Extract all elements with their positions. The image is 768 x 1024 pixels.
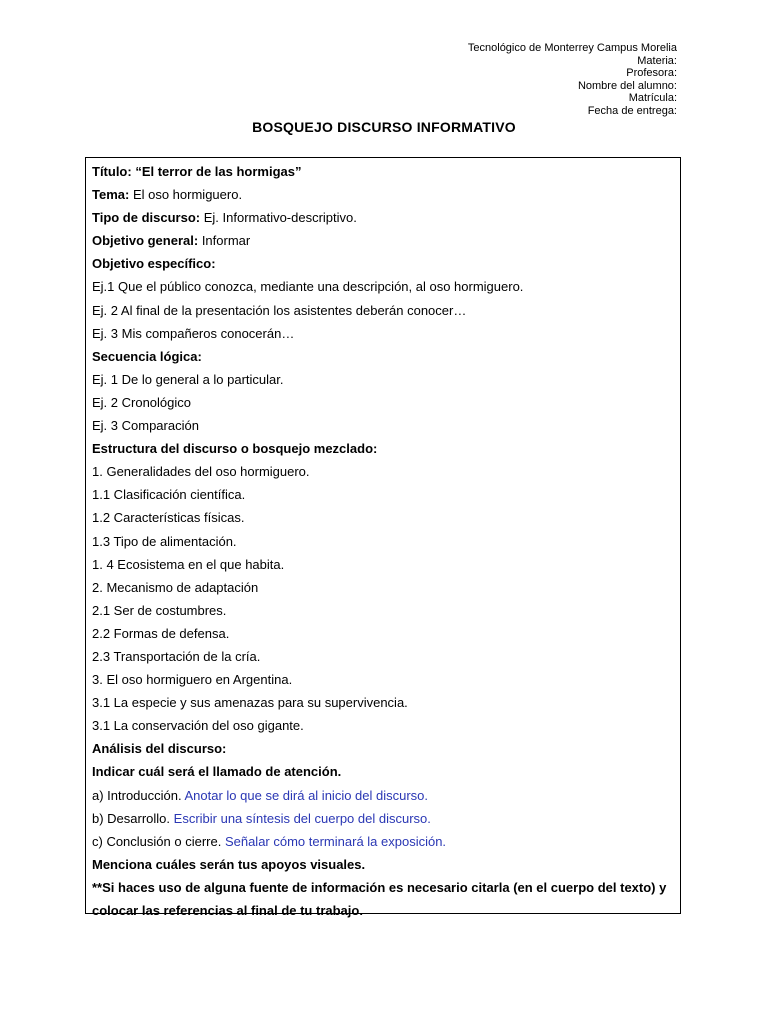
document-title: BOSQUEJO DISCURSO INFORMATIVO	[252, 119, 516, 135]
specific-objective-item: Ej.1 Que el público conozca, mediante una descripción, al oso hormiguero.	[92, 279, 524, 295]
introduction-label: a) Introducción.	[92, 787, 182, 803]
structure-item: 1.1 Clasificación científica.	[92, 487, 246, 503]
structure-item: 1. Generalidades del oso hormiguero.	[92, 464, 310, 480]
topic-row	[92, 183, 674, 206]
structure-item: 3.1 La especie y sus amenazas para su supervivencia.	[92, 695, 408, 711]
institution-name: Tecnológico de Monterrey Campus Morelia	[467, 42, 677, 54]
conclusion-hint: Señalar cómo terminará la exposición.	[221, 833, 447, 849]
header-info	[468, 42, 677, 117]
speech-type-label: Tipo de discurso:	[92, 210, 201, 226]
topic-value: El oso hormiguero.	[129, 187, 243, 203]
student-id-field: Matrícula:	[628, 92, 677, 104]
general-objective-row	[92, 229, 674, 252]
introduction-hint: Anotar lo que se dirá al inicio del discurso.	[181, 787, 429, 803]
introduction-row	[92, 784, 674, 807]
specific-objective-item: Ej. 2 Al final de la presentación los asistentes deberán conocer…	[92, 302, 467, 318]
subject-field: Materia:	[637, 54, 677, 67]
general-objective-value: Informar	[198, 233, 251, 249]
structure-label: Estructura del discurso o bosquejo mezclado:	[92, 441, 378, 457]
structure-item: 2. Mecanismo de adaptación	[92, 579, 259, 595]
conclusion-label: c) Conclusión o cierre.	[92, 833, 222, 849]
citation-note: **Si haces uso de alguna fuente de información es necesario citarla (en el cuerpo del texto) y colocar las referencias al final de tu trabajo.	[92, 879, 667, 918]
structure-item: 3.1 La conservación del oso gigante.	[92, 718, 304, 734]
specific-objective-label: Objetivo específico:	[92, 256, 216, 272]
speech-type-value: Ej. Informativo-descriptivo.	[200, 210, 357, 226]
development-hint: Escribir una síntesis del cuerpo del discurso.	[170, 810, 431, 826]
attention-call-label: Indicar cuál será el llamado de atención.	[92, 764, 342, 780]
specific-objective-item: Ej. 3 Mis compañeros conocerán…	[92, 325, 295, 341]
structure-item: 2.1 Ser de costumbres.	[92, 602, 227, 618]
topic-label: Tema:	[92, 187, 130, 203]
outline-box	[85, 157, 681, 918]
structure-item: 1.2 Características físicas.	[92, 510, 245, 526]
due-date-field: Fecha de entrega:	[587, 104, 677, 117]
speech-title: Título: “El terror de las hormigas”	[92, 164, 302, 179]
analysis-label: Análisis del discurso:	[92, 741, 227, 757]
logical-sequence-label: Secuencia lógica:	[92, 348, 202, 364]
structure-item: 1. 4 Ecosistema en el que habita.	[92, 556, 285, 572]
visual-aids-label: Menciona cuáles serán tus apoyos visuales.	[92, 856, 366, 872]
general-objective-label: Objetivo general:	[92, 233, 199, 249]
logical-sequence-item: Ej. 2 Cronológico	[92, 394, 191, 410]
development-label: b) Desarrollo.	[92, 810, 171, 826]
logical-sequence-item: Ej. 1 De lo general a lo particular.	[92, 371, 284, 387]
structure-item: 2.2 Formas de defensa.	[92, 625, 230, 641]
structure-item: 2.3 Transportación de la cría.	[92, 648, 261, 664]
structure-item: 3. El oso hormiguero en Argentina.	[92, 672, 293, 688]
speech-type-row	[92, 206, 674, 229]
development-row	[92, 807, 674, 830]
teacher-field: Profesora:	[626, 67, 677, 79]
conclusion-row	[92, 830, 674, 853]
student-name-field: Nombre del alumno:	[577, 79, 677, 92]
structure-item: 1.3 Tipo de alimentación.	[92, 533, 237, 549]
logical-sequence-item: Ej. 3 Comparación	[92, 418, 199, 434]
